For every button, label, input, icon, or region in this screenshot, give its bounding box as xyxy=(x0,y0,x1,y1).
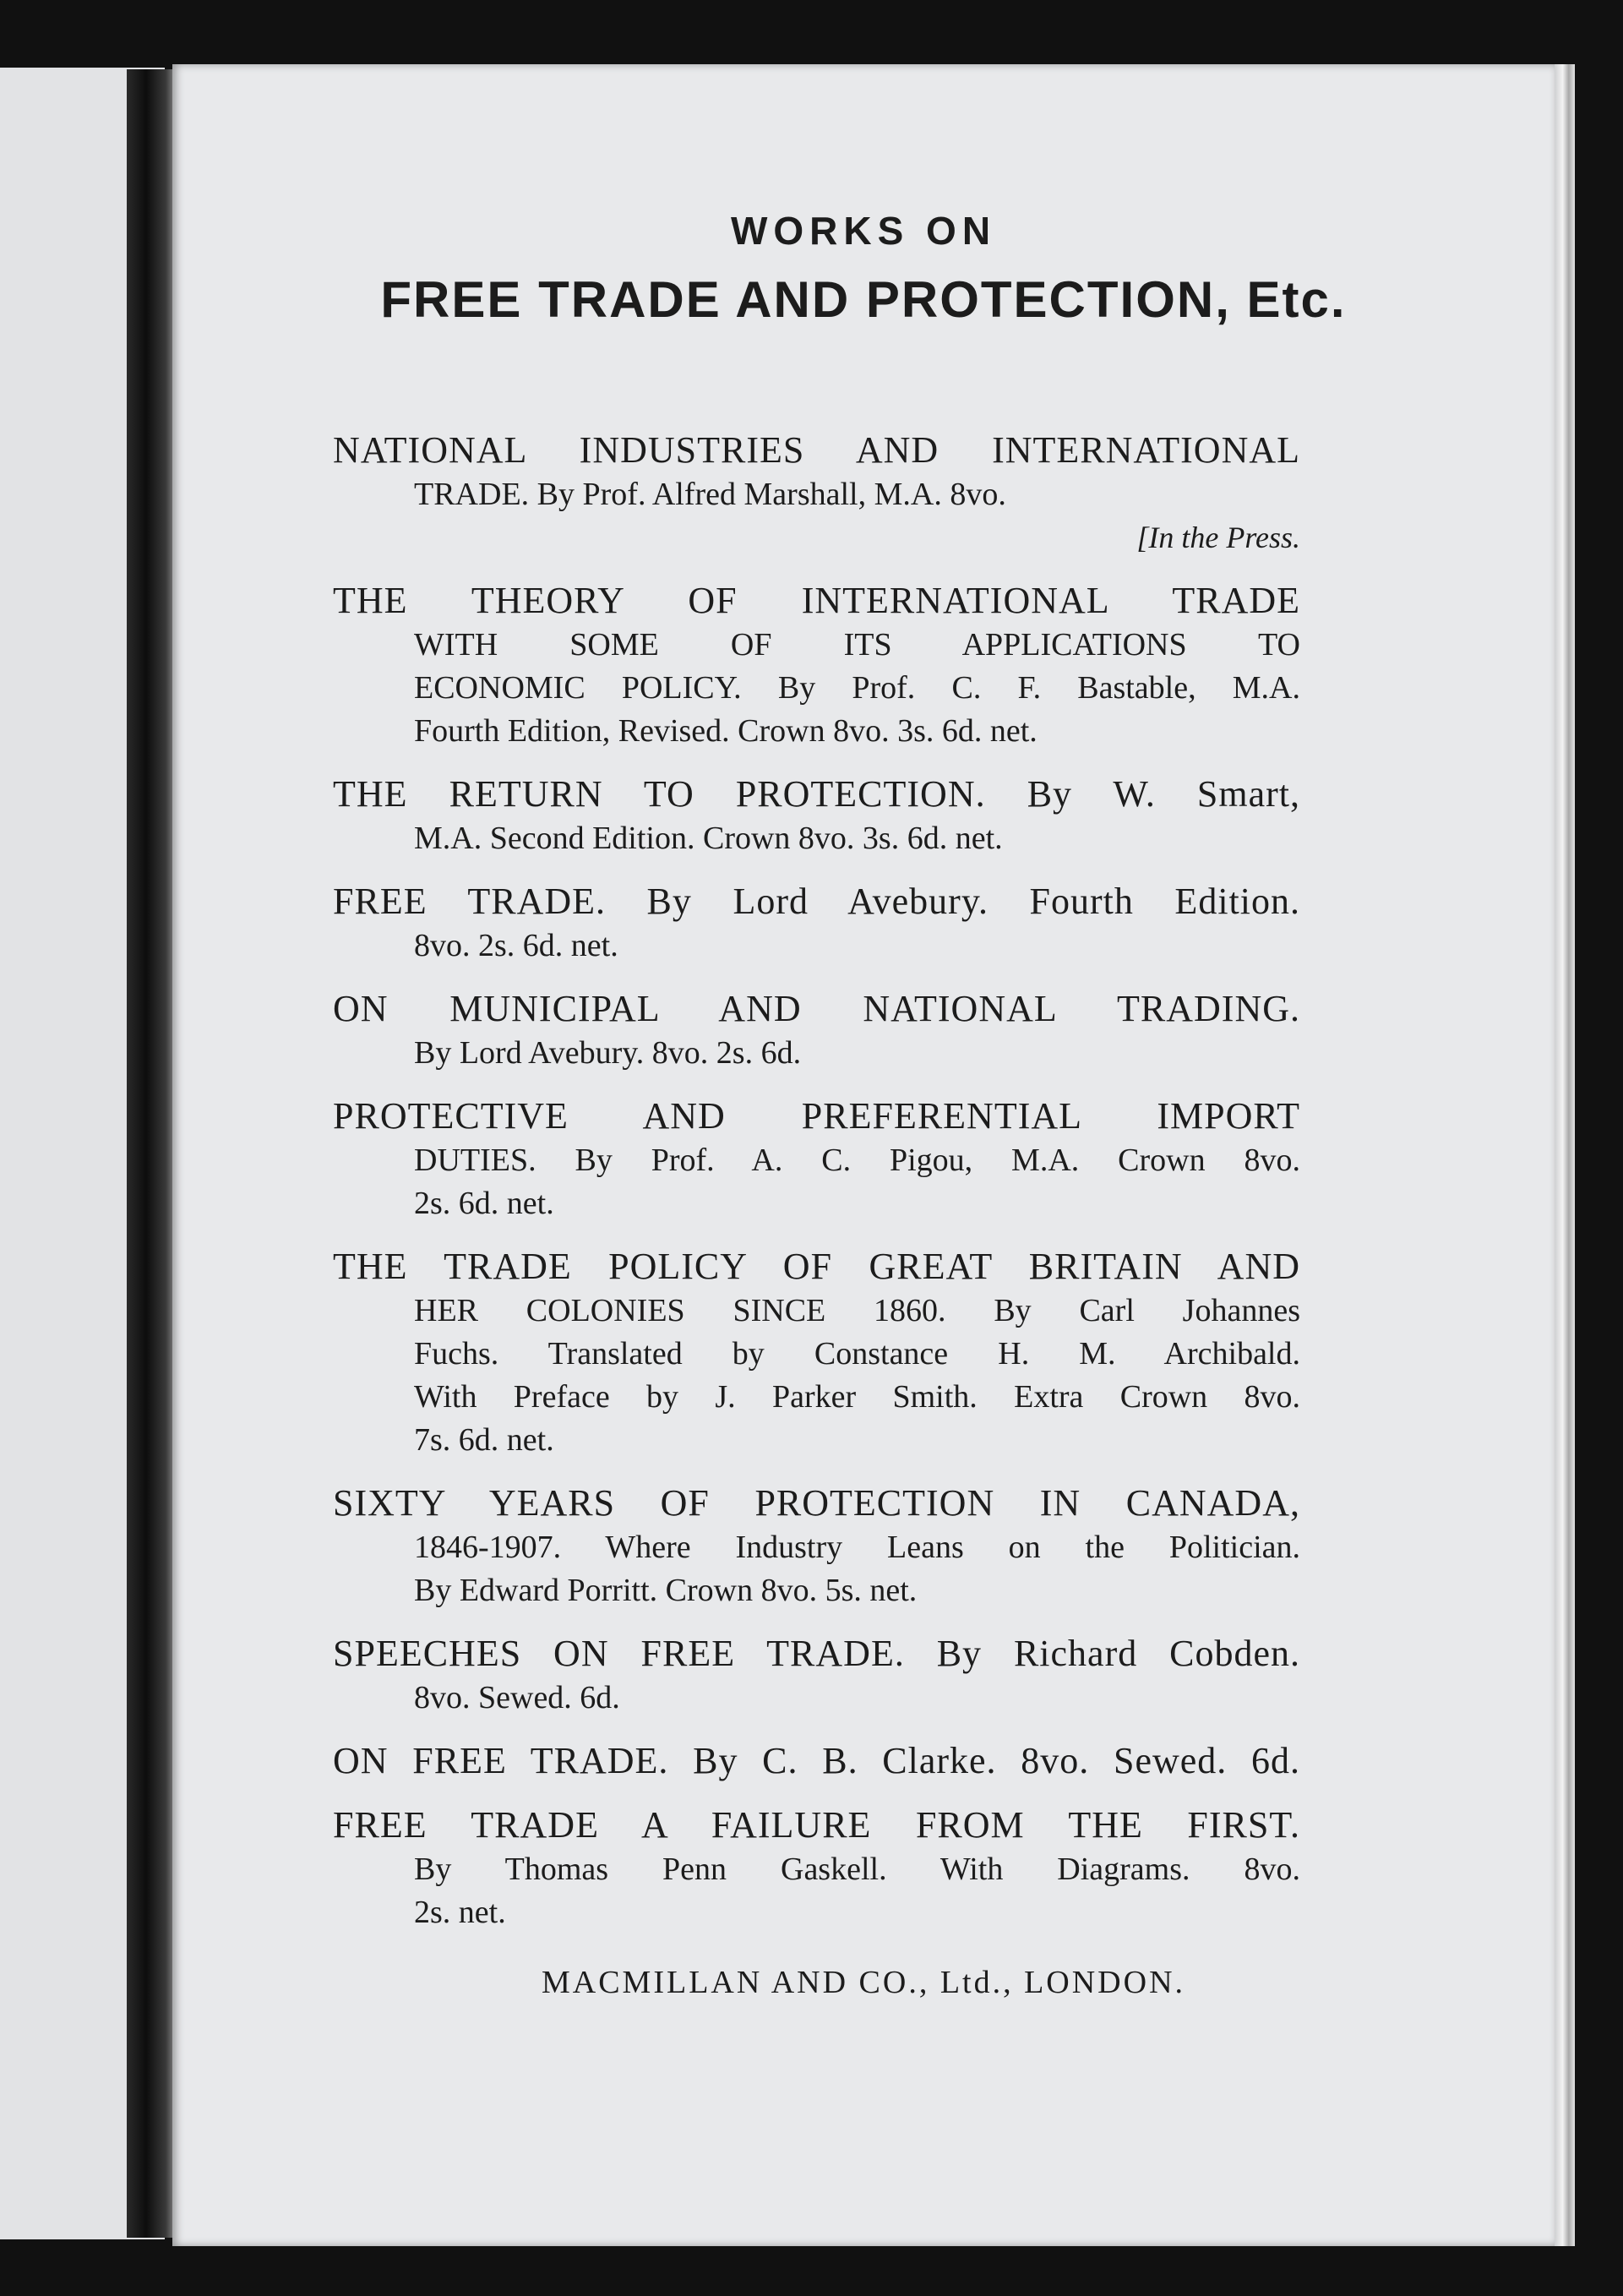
book-description: By Lord Avebury. 8vo. 2s. 6d. xyxy=(414,1035,802,1071)
page-edge xyxy=(1555,64,1575,2246)
book-description: By Edward Porritt. Crown 8vo. 5s. net. xyxy=(414,1573,918,1608)
book-entry xyxy=(333,578,1300,753)
book-title: THE TRADE POLICY OF GREAT BRITAIN AND xyxy=(333,1246,1300,1287)
book-description: HER COLONIES SINCE 1860. By Carl Johannes xyxy=(414,1293,1300,1328)
book-entry xyxy=(333,772,1300,860)
book-description: DUTIES. By Prof. A. C. Pigou, M.A. Crown 8vo. xyxy=(414,1143,1300,1178)
book-title: FREE TRADE. By Lord Avebury. Fourth Edition. xyxy=(333,881,1300,922)
book-title: THE THEORY OF INTERNATIONAL TRADE xyxy=(333,580,1300,621)
book-description: Fourth Edition, Revised. Crown 8vo. 3s. 6d. net. xyxy=(414,713,1038,749)
book-entry xyxy=(333,879,1300,968)
book-description: ECONOMIC POLICY. By Prof. C. F. Bastable, M.A. xyxy=(414,670,1300,706)
book-description: 8vo. 2s. 6d. net. xyxy=(414,928,618,963)
book-description: Fuchs. Translated by Constance H. M. Archibald. xyxy=(414,1336,1300,1372)
book-description: 8vo. Sewed. 6d. xyxy=(414,1680,620,1715)
book-title: ON FREE TRADE. By C. B. Clarke. 8vo. Sewed. 6d. xyxy=(333,1740,1300,1781)
book-title: FREE TRADE A FAILURE FROM THE FIRST. xyxy=(333,1804,1300,1846)
book-description: 1846-1907. Where Industry Leans on the Politician. xyxy=(414,1530,1300,1565)
book-description: 7s. 6d. net. xyxy=(414,1422,554,1458)
book-entry xyxy=(333,1631,1300,1720)
book-description: M.A. Second Edition. Crown 8vo. 3s. 6d. net. xyxy=(414,821,1003,856)
book-title: NATIONAL INDUSTRIES AND INTERNATIONAL xyxy=(333,429,1300,471)
book-entry xyxy=(333,428,1300,559)
book-entry xyxy=(333,986,1300,1075)
book-description: With Preface by J. Parker Smith. Extra Crown 8vo. xyxy=(414,1379,1300,1415)
heading-works-on: WORKS ON xyxy=(730,209,997,253)
book-description: WITH SOME OF ITS APPLICATIONS TO xyxy=(414,627,1300,663)
book-title: PROTECTIVE AND PREFERENTIAL IMPORT xyxy=(333,1095,1300,1137)
book-list xyxy=(333,428,1300,1953)
book-description: TRADE. By Prof. Alfred Marshall, M.A. 8vo. xyxy=(414,477,1006,512)
book-entry xyxy=(333,1244,1300,1462)
book-title: THE RETURN TO PROTECTION. By W. Smart, xyxy=(333,773,1300,815)
book-title: SIXTY YEARS OF PROTECTION IN CANADA, xyxy=(333,1482,1300,1524)
book-title: ON MUNICIPAL AND NATIONAL TRADING. xyxy=(333,988,1300,1029)
book-description: 2s. net. xyxy=(414,1895,506,1930)
book-gutter xyxy=(127,69,176,2238)
book-entry xyxy=(333,1802,1300,1934)
heading-free-trade: FREE TRADE AND PROTECTION, Etc. xyxy=(380,271,1347,328)
book-description: 2s. 6d. net. xyxy=(414,1186,554,1221)
publisher-imprint: MACMILLAN AND CO., Ltd., LONDON. xyxy=(541,1965,1186,2000)
book-entry xyxy=(333,1738,1300,1784)
book-title: SPEECHES ON FREE TRADE. By Richard Cobden. xyxy=(333,1633,1300,1674)
press-note: [In the Press. xyxy=(1136,521,1300,554)
book-description: By Thomas Penn Gaskell. With Diagrams. 8vo. xyxy=(414,1852,1300,1887)
book-entry xyxy=(333,1093,1300,1225)
book-page xyxy=(172,64,1555,2246)
book-entry xyxy=(333,1481,1300,1612)
